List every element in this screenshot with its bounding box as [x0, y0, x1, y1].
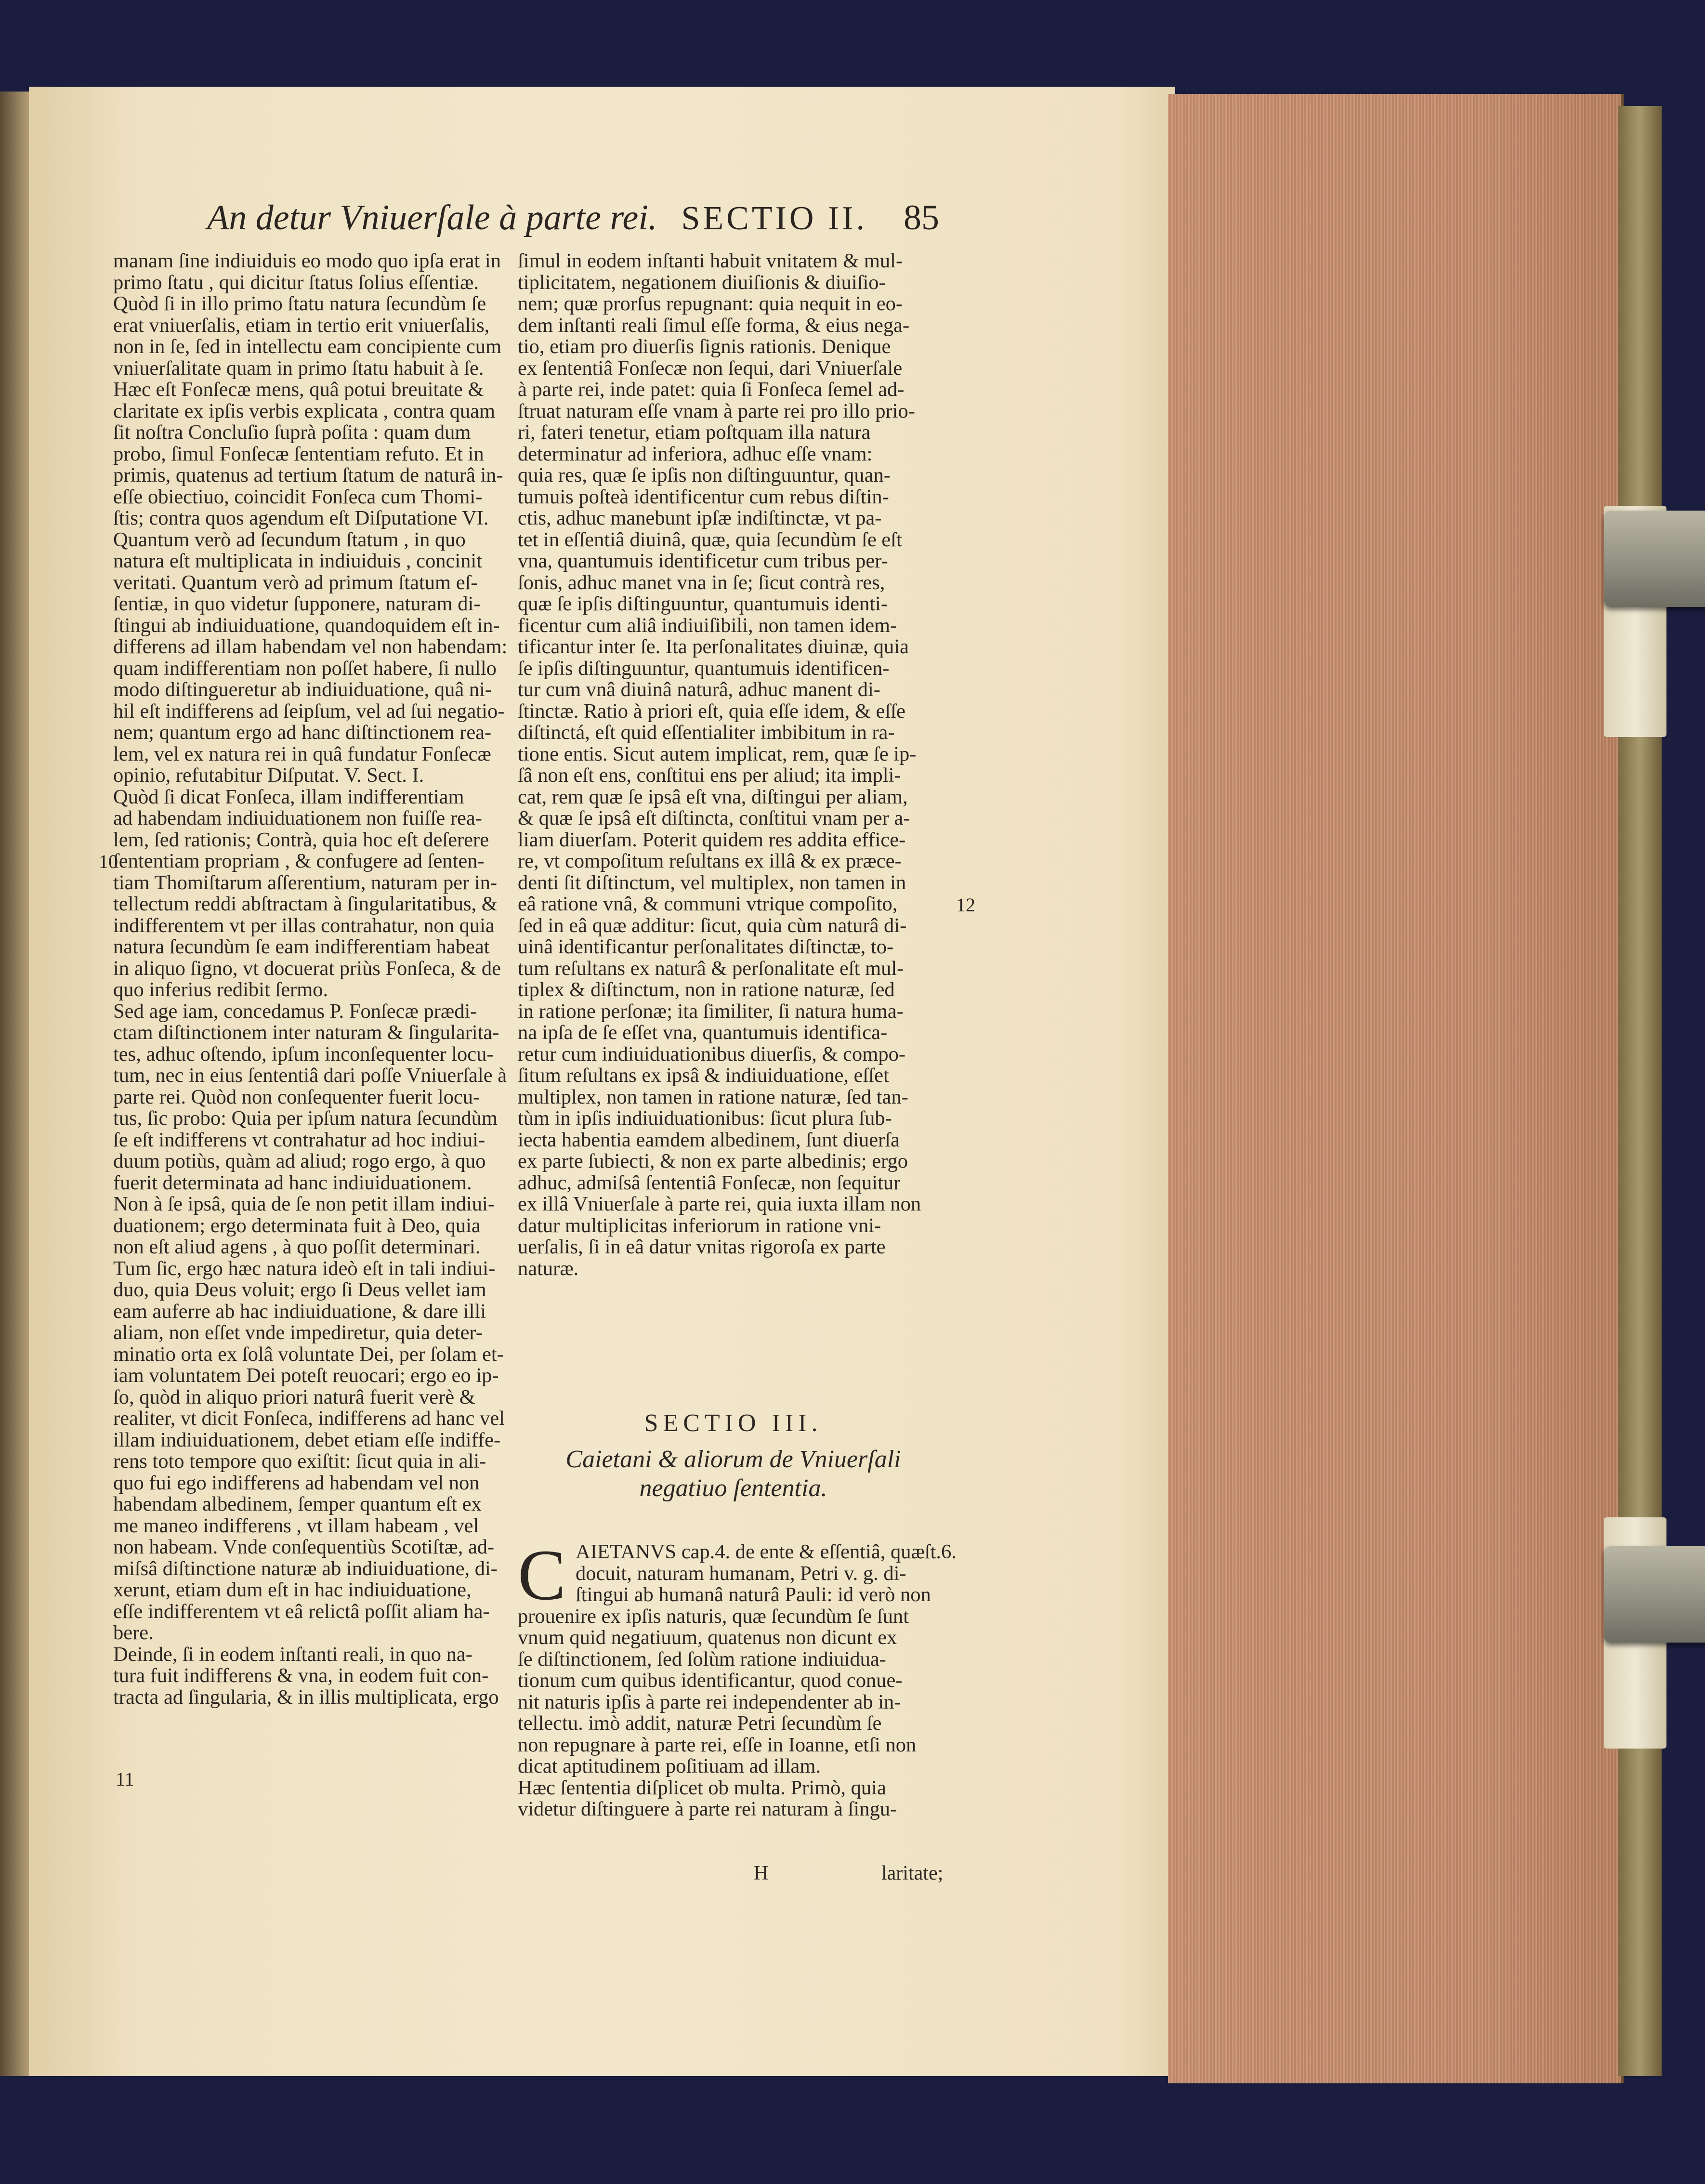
- text-line: realiter, vt dicit Fonſeca, indifferens ad hanc vel: [113, 1407, 505, 1430]
- text-line: Non à ſe ipsâ, quia de ſe non petit illam indiui-: [113, 1193, 495, 1215]
- text-line: me maneo indifferens , vt illam habeam , vel: [113, 1514, 479, 1537]
- text-line: ex parte ſubiecti, & non ex parte albedinis; ergo: [518, 1150, 908, 1172]
- right-text-column: [518, 250, 949, 1279]
- text-line: modo diſtingueretur ab indiuiduatione, quâ ni-: [113, 678, 492, 701]
- section-subtitle-line-2: negatiuo ſententia.: [639, 1474, 827, 1502]
- section-subtitle-line-1: Caietani & aliorum de Vniuerſali: [565, 1446, 901, 1473]
- text-line: tiplicitatem, negationem diuiſionis & diuiſio-: [518, 271, 886, 294]
- text-line: docuit, naturam humanam, Petri v. g. di-: [576, 1562, 906, 1585]
- text-line: ſitum reſultans ex ipsâ & indiuiduatione, eſſet: [518, 1064, 889, 1087]
- text-line: miſsâ diſtinctione naturæ ab indiuiduatione, di-: [113, 1557, 498, 1580]
- text-line: ſâ non eſt ens, conſtitui ens per aliud; ita impli-: [518, 764, 901, 787]
- text-line: eſſe indifferentem vt eâ relictâ poſſit aliam ha-: [113, 1600, 490, 1623]
- text-line: cat, rem quæ ſe ipsâ eſt vna, diſtingui per aliam,: [518, 785, 908, 808]
- text-line: non habeam. Vnde conſequentiùs Scotiſtæ, ad-: [113, 1536, 495, 1558]
- text-line: Sed age iam, concedamus P. Fonſecæ prædi-: [113, 1000, 477, 1023]
- text-line: probo, ſimul Fonſecæ ſententiam refuto. Et in: [113, 442, 484, 465]
- text-line: diſtinctá, eſt quid eſſentialiter imbibitum in ra-: [518, 721, 895, 744]
- text-line: tur cum vnâ diuinâ naturâ, adhuc manent di-: [518, 678, 880, 701]
- text-line: AIETANVS cap.4. de ente & eſſentiâ, quæſt.6.: [576, 1540, 957, 1563]
- text-line: retur cum indiuiduationibus diuerſis, & compo-: [518, 1042, 906, 1066]
- text-line: datur multiplicitas inferiorum in ratione vni-: [518, 1214, 881, 1237]
- text-line: lem, vel ex natura rei in quâ fundatur Fonſecæ: [113, 742, 491, 765]
- text-line: eam auferre ab hac indiuiduatione, & dare illi: [113, 1300, 486, 1323]
- text-line: nit naturis ipſis à parte rei independenter ab in-: [518, 1690, 901, 1713]
- running-head-section: SECTIO II.: [681, 200, 868, 237]
- text-line: ſo, quòd in aliquo priori naturâ fuerit verè &: [113, 1385, 475, 1408]
- section-heading: SECTIO III.: [644, 1409, 823, 1437]
- text-line: duationem; ergo determinata fuit à Deo, quia: [113, 1214, 481, 1237]
- text-line: rens toto tempore quo exiſtit: ſicut quia in ali-: [113, 1450, 486, 1473]
- drop-capital: C: [518, 1535, 566, 1615]
- text-line: illam indiuiduationem, debet etiam eſſe indiffe-: [113, 1428, 501, 1451]
- text-line: non eſt aliud agens , à quo poſſit determinari.: [113, 1236, 481, 1258]
- text-line: primis, quatenus ad tertium ſtatum de naturâ in-: [113, 464, 503, 487]
- text-line: dicat aptitudinem poſitiuam ad illam.: [518, 1755, 821, 1777]
- text-line: habendam albedinem, ſemper quantum eſt ex: [113, 1493, 482, 1515]
- text-line: quo inferius redibit ſermo.: [113, 978, 328, 1001]
- text-line: eſſe obiectiuo, coincidit Fonſeca cum Thomi-: [113, 485, 483, 508]
- text-line: aliam, non eſſet vnde impediretur, quia deter-: [113, 1321, 483, 1344]
- text-line: bere.: [113, 1621, 154, 1644]
- text-line: ſtis; contra quos agendum eſt Diſputatione VI.: [113, 507, 489, 529]
- text-line: quia res, quæ ſe ipſis non diſtinguuntur, quan-: [518, 464, 891, 487]
- text-line: ri, fateri tenetur, etiam poſtquam illa natura: [518, 421, 871, 444]
- text-line: opinio, refutabitur Diſputat. V. Sect. I.: [113, 764, 424, 787]
- text-line: claritate ex ipſis verbis explicata , contra quam: [113, 399, 496, 422]
- text-line: tione entis. Sicut autem implicat, rem, quæ ſe ip-: [518, 742, 917, 765]
- text-line: tet in eſſentiâ diuinâ, quæ, quia ſecundùm ſe eſt: [518, 528, 902, 551]
- text-line: à parte rei, inde patet: quia ſi Fonſeca ſemel ad-: [518, 378, 905, 401]
- text-line: tellectum reddi abſtractam à ſingularitatibus, &: [113, 893, 498, 915]
- text-line: ſtingui ab indiuiduatione, quandoquidem eſt in-: [113, 614, 500, 637]
- text-line: duo, quia Deus voluit; ergo ſi Deus vellet iam: [113, 1278, 486, 1301]
- text-line: tionum cum quibus identificantur, quod conue-: [518, 1669, 903, 1692]
- text-line: manam ſine indiuiduis eo modo quo ipſa erat in: [113, 250, 501, 272]
- text-line: ſententiam propriam , & confugere ad ſenten-: [113, 850, 485, 872]
- text-line: tus, ſic probo: Quia per ipſum natura ſecundùm: [113, 1107, 498, 1130]
- text-line: ſe ipſis diſtinguuntur, quantumuis identificen-: [518, 657, 890, 680]
- text-line: quæ ſe ipſis diſtinguuntur, quantumuis identi-: [518, 592, 888, 615]
- text-line: prouenire ex ipſis naturis, quæ ſecundùm ſe ſunt: [518, 1605, 909, 1628]
- text-line: ctam diſtinctionem inter naturam & ſingularita-: [113, 1021, 499, 1044]
- text-line: videtur diſtinguere à parte rei naturam à ſingu-: [518, 1798, 897, 1820]
- text-line: tum, nec in eius ſententiâ dari poſſe Vniuerſale à: [113, 1064, 507, 1087]
- marginal-number-10: 10: [99, 851, 118, 872]
- text-line: vnum quid negatiuum, quatenus non dicunt ex: [518, 1626, 897, 1649]
- text-line: primo ſtatu , qui dicitur ſtatus ſolius eſſentiæ.: [113, 271, 479, 294]
- text-line: ctis, adhuc manebunt ipſæ indiſtinctæ, vt pa-: [518, 507, 882, 529]
- text-line: fuerit determinata ad hanc indiuiduationem.: [113, 1171, 472, 1194]
- text-line: uerſalis, ſi in eâ datur vnitas rigoroſa ex parte: [518, 1236, 886, 1258]
- text-line: uinâ identificantur perſonalitates diſtinctæ, to-: [518, 935, 894, 958]
- book-cover-edge: [1618, 106, 1662, 2076]
- text-line: Hæc ſententia diſplicet ob multa. Primò, quia: [518, 1776, 886, 1799]
- text-line: ſed in eâ quæ additur: ſicut, quia cùm naturâ di-: [518, 914, 907, 937]
- text-line: nem; quantum ergo ad hanc diſtinctionem rea-: [113, 721, 492, 744]
- text-line: in aliquo ſigno, vt docuerat priùs Fonſeca, & de: [113, 957, 501, 980]
- text-line: natura ſecundùm ſe eam indifferentiam habeat: [113, 935, 490, 958]
- page-number: 85: [904, 198, 939, 237]
- text-line: parte rei. Quòd non conſequenter fuerit locu-: [113, 1085, 480, 1108]
- text-line: dem inſtanti reali ſimul eſſe forma, & eius nega-: [518, 314, 910, 337]
- section-subtitle: [518, 1445, 949, 1503]
- text-line: tiplex & diſtinctum, non in ratione naturæ, ſed: [518, 978, 895, 1001]
- text-line: tio, etiam pro diuerſis ſignis rationis. Denique: [518, 335, 891, 358]
- signature-mark: H: [754, 1862, 769, 1884]
- metal-clasp-top: [1604, 511, 1705, 607]
- text-line: quo fui ego indifferens ad habendam vel non: [113, 1471, 480, 1494]
- text-line: minatio orta ex ſolâ voluntate Dei, per ſolam et-: [113, 1342, 504, 1366]
- text-line: erat vniuerſalis, etiam in tertio erit vniuerſalis,: [113, 314, 490, 337]
- text-line: ſit noſtra Concluſio ſuprà poſita : quam dum: [113, 421, 471, 444]
- text-line: ſtinctæ. Ratio à priori eſt, quia eſſe idem, & eſſe: [518, 699, 905, 723]
- left-text-column: [113, 250, 518, 1708]
- text-line: non in ſe, ſed in intellectu eam concipiente cum: [113, 335, 502, 358]
- text-line: tificantur inter ſe. Ita perſonalitates diuinæ, quia: [518, 635, 909, 658]
- text-line: non repugnare à parte rei, eſſe in Ioanne, etſi non: [518, 1733, 917, 1756]
- text-line: Tum ſic, ergo hæc natura ideò eſt in tali indiui-: [113, 1257, 496, 1280]
- text-line: iecta habentia eamdem albedinem, ſunt diuerſa: [518, 1128, 900, 1151]
- text-line: ex illâ Vniuerſale à parte rei, quia iuxta illam non: [518, 1193, 921, 1215]
- marginal-number-11: 11: [116, 1768, 134, 1790]
- text-line: denti ſit diſtinctum, vel multiplex, non tamen in: [518, 871, 906, 894]
- text-line: tracta ad ſingularia, & in illis multiplicata, ergo: [113, 1685, 499, 1709]
- text-line: vniuerſalitate quam in primo ſtatu habuit à ſe.: [113, 356, 484, 380]
- text-line: Hæc eſt Fonſecæ mens, quâ potui breuitate &: [113, 378, 484, 401]
- text-line: & quæ ſe ipsâ eſt diſtincta, conſtitui vnam per a-: [518, 807, 910, 829]
- text-line: Quòd ſi dicat Fonſeca, illam indifferentiam: [113, 785, 464, 808]
- marginal-number-12: 12: [956, 894, 975, 916]
- text-line: tes, adhuc oſtendo, ipſum inconſequenter locu-: [113, 1042, 494, 1066]
- text-line: ſe eſt indifferens vt contrahatur ad hoc indiui-: [113, 1128, 485, 1151]
- text-line: hil eſt indifferens ad ſeipſum, vel ad ſui negatio-: [113, 699, 505, 723]
- text-line: ſtruat naturam eſſe vnam à parte rei pro illo prio-: [518, 399, 915, 422]
- text-line: Quantum verò ad ſecundum ſtatum , in quo: [113, 528, 466, 551]
- text-line: determinatur ad inferiora, adhuc eſſe vnam:: [518, 442, 873, 465]
- text-line: na ipſa de ſe eſſet vna, quantumuis identifica-: [518, 1021, 888, 1044]
- text-block-fore-edge: [1168, 94, 1624, 2083]
- text-line: quam indifferentiam non poſſet habere, ſi nullo: [113, 657, 497, 680]
- running-head-title: An detur Vniuerſale à parte rei.: [207, 198, 657, 237]
- text-line: ad habendam indiuiduationem non fuiſſe rea-: [113, 807, 482, 829]
- text-line: adhuc, admiſsâ ſententiâ Fonſecæ, non ſequitur: [518, 1171, 901, 1194]
- text-line: Deinde, ſi in eodem inſtanti reali, in quo na-: [113, 1643, 472, 1666]
- text-line: ſe diſtinctionem, ſed ſolùm ratione indiuidua-: [518, 1647, 886, 1671]
- text-line: nem; quæ prorſus repugnant: quia nequit in eo-: [518, 292, 903, 315]
- text-line: tum reſultans ex naturâ & perſonalitate eſt mul-: [518, 957, 904, 980]
- running-head: [207, 197, 939, 255]
- text-line: tiam Thomiſtarum aſſerentium, naturam per in-: [113, 871, 498, 894]
- text-line: ſimul in eodem inſtanti habuit vnitatem & mul-: [518, 250, 903, 272]
- text-line: multiplex, non tamen in ratione naturæ, ſed tan-: [518, 1085, 908, 1108]
- text-line: re, vt compoſitum reſultans ex illâ & ex præce-: [518, 850, 902, 872]
- text-line: lem, ſed rationis; Contrà, quia hoc eſt deſerere: [113, 828, 489, 851]
- text-line: ſonis, adhuc manet vna in ſe; ſicut contrà res,: [518, 571, 885, 594]
- text-line: liam diuerſam. Poterit quidem res addita effice-: [518, 828, 906, 851]
- text-line: tellectu. imò addit, naturæ Petri ſecundùm ſe: [518, 1712, 882, 1735]
- text-line: tùm in ipſis indiuiduationibus: ſicut plura ſub-: [518, 1107, 892, 1130]
- text-line: Quòd ſi in illo primo ſtatu natura ſecundùm ſe: [113, 292, 486, 315]
- text-line: tumuis poſteà identificentur cum rebus diſtin-: [518, 485, 889, 508]
- text-line: naturæ.: [518, 1257, 579, 1280]
- text-line: differens ad illam habendam vel non habendam:: [113, 635, 508, 658]
- text-line: eâ ratione vnâ, & communi vtrique compoſito,: [518, 893, 898, 915]
- text-line: xerunt, etiam dum eſt in hac indiuiduatione,: [113, 1579, 472, 1601]
- text-line: ficentur cum aliâ indiuiſibili, non tamen idem-: [518, 614, 897, 637]
- text-line: in ratione perſonæ; ita ſimiliter, ſi natura huma-: [518, 1000, 904, 1023]
- text-line: ſtingui ab humanâ naturâ Pauli: id verò non: [576, 1583, 931, 1606]
- metal-clasp-bottom: [1604, 1546, 1705, 1643]
- text-line: veritati. Quantum verò ad primum ſtatum eſ-: [113, 571, 478, 594]
- text-line: ſentiæ, in quo videtur ſupponere, naturam di-: [113, 592, 481, 615]
- text-line: tura fuit indifferens & vna, in eodem fuit con-: [113, 1664, 489, 1687]
- text-line: indifferentem vt per illas contrahatur, non quia: [113, 914, 495, 937]
- text-line: vna, quantumuis identificetur cum tribus per-: [518, 550, 888, 572]
- text-line: iam voluntatem Dei poteſt reuocari; ergo eo ip-: [113, 1364, 499, 1387]
- text-line: natura eſt multiplicata in indiuiduis , concinit: [113, 550, 483, 572]
- catchword: laritate;: [881, 1862, 944, 1884]
- text-line: duum potiùs, quàm ad aliud; rogo ergo, à quo: [113, 1150, 486, 1172]
- text-line: ex ſententiâ Fonſecæ non ſequi, dari Vniuerſale: [518, 356, 903, 380]
- section3-paragraph: [518, 1535, 957, 1820]
